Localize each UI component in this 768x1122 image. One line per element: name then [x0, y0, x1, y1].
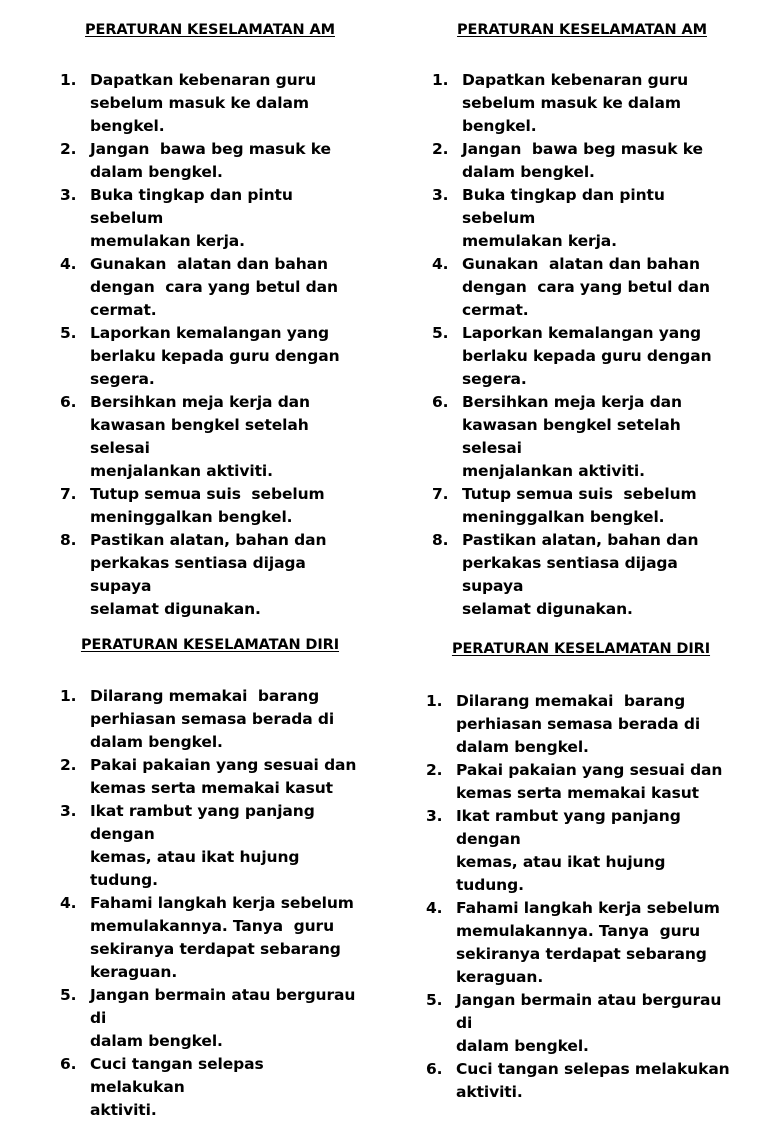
- item-number: 5.: [60, 324, 77, 342]
- list-item: [432, 322, 732, 391]
- item-text: Jangan bawa beg masuk ke dalam bengkel.: [90, 140, 331, 181]
- list-item: [60, 529, 360, 621]
- item-text: Jangan bermain atau bergurau di dalam bengkel.: [90, 986, 356, 1050]
- item-text: Jangan bawa beg masuk ke dalam bengkel.: [462, 140, 703, 181]
- panel-title: PERATURAN KESELAMATAN AM: [85, 22, 335, 38]
- item-number: 2.: [432, 140, 449, 158]
- item-text: Jangan bermain atau bergurau di dalam bengkel.: [456, 991, 722, 1055]
- list-item: [432, 69, 732, 138]
- item-number: 4.: [432, 255, 449, 273]
- list-item: [60, 754, 360, 800]
- list-item: [426, 805, 736, 897]
- item-number: 4.: [60, 894, 77, 912]
- item-number: 3.: [60, 802, 77, 820]
- item-number: 1.: [426, 692, 443, 710]
- list-item: [60, 892, 360, 984]
- list-item: [432, 483, 732, 529]
- item-text: Gunakan alatan dan bahan dengan cara yang betul dan cermat.: [90, 255, 338, 319]
- item-text: Buka tingkap dan pintu sebelum memulakan kerja.: [90, 186, 293, 250]
- item-number: 6.: [426, 1060, 443, 1078]
- item-text: Tutup semua suis sebelum meninggalkan bengkel.: [90, 485, 325, 526]
- panel-personal-safety-right: [426, 641, 736, 1104]
- list-item: [426, 897, 736, 989]
- item-text: Dapatkan kebenaran guru sebelum masuk ke dalam bengkel.: [90, 71, 317, 135]
- item-text: Dilarang memakai barang perhiasan semasa berada di dalam bengkel.: [90, 687, 335, 751]
- item-number: 2.: [426, 761, 443, 779]
- item-text: Ikat rambut yang panjang dengan kemas, atau ikat hujung tudung.: [456, 807, 681, 894]
- item-number: 1.: [60, 71, 77, 89]
- rules-list: [432, 69, 732, 621]
- list-item: [60, 391, 360, 483]
- item-text: Gunakan alatan dan bahan dengan cara yang betul dan cermat.: [462, 255, 710, 319]
- list-item: [426, 1058, 736, 1104]
- list-item: [60, 184, 360, 253]
- panel-general-safety-right: [432, 22, 732, 621]
- item-text: Pakai pakaian yang sesuai dan kemas serta memakai kasut: [90, 756, 357, 797]
- item-number: 7.: [432, 485, 449, 503]
- item-text: Bersihkan meja kerja dan kawasan bengkel setelah selesai menjalankan aktiviti.: [462, 393, 682, 480]
- item-number: 8.: [432, 531, 449, 549]
- item-number: 4.: [60, 255, 77, 273]
- item-text: Pastikan alatan, bahan dan perkakas sentiasa dijaga supaya selamat digunakan.: [462, 531, 699, 618]
- panel-title: PERATURAN KESELAMATAN DIRI: [80, 637, 340, 653]
- list-item: [426, 759, 736, 805]
- item-text: Bersihkan meja kerja dan kawasan bengkel setelah selesai menjalankan aktiviti.: [90, 393, 310, 480]
- item-number: 7.: [60, 485, 77, 503]
- list-item: [60, 322, 360, 391]
- rules-list: [60, 685, 360, 1122]
- item-number: 6.: [60, 1055, 77, 1073]
- item-text: Ikat rambut yang panjang dengan kemas, atau ikat hujung tudung.: [90, 802, 315, 889]
- item-number: 4.: [426, 899, 443, 917]
- panel-title: PERATURAN KESELAMATAN DIRI: [451, 641, 711, 657]
- rules-list: [426, 690, 736, 1104]
- item-number: 2.: [60, 756, 77, 774]
- item-number: 1.: [432, 71, 449, 89]
- item-text: Fahami langkah kerja sebelum memulakannya. Tanya guru sekiranya terdapat sebarang keraguan.: [90, 894, 354, 981]
- list-item: [432, 184, 732, 253]
- item-text: Dilarang memakai barang perhiasan semasa berada di dalam bengkel.: [456, 692, 701, 756]
- list-item: [60, 685, 360, 754]
- item-text: Fahami langkah kerja sebelum memulakannya. Tanya guru sekiranya terdapat sebarang keraguan.: [456, 899, 720, 986]
- item-number: 3.: [426, 807, 443, 825]
- list-item: [426, 690, 736, 759]
- item-number: 3.: [60, 186, 77, 204]
- item-text: Tutup semua suis sebelum meninggalkan bengkel.: [462, 485, 697, 526]
- item-number: 6.: [60, 393, 77, 411]
- list-item: [432, 138, 732, 184]
- list-item: [60, 800, 360, 892]
- item-number: 5.: [426, 991, 443, 1009]
- item-text: Laporkan kemalangan yang berlaku kepada guru dengan segera.: [462, 324, 712, 388]
- panel-personal-safety-left: [60, 637, 360, 1122]
- item-number: 1.: [60, 687, 77, 705]
- item-text: Buka tingkap dan pintu sebelum memulakan kerja.: [462, 186, 665, 250]
- item-text: Pakai pakaian yang sesuai dan kemas serta memakai kasut: [456, 761, 723, 802]
- item-text: Cuci tangan selepas melakukan aktiviti.: [456, 1060, 730, 1101]
- panel-general-safety-left: [60, 22, 360, 621]
- list-item: [432, 253, 732, 322]
- item-number: 8.: [60, 531, 77, 549]
- item-text: Pastikan alatan, bahan dan perkakas sentiasa dijaga supaya selamat digunakan.: [90, 531, 327, 618]
- item-number: 3.: [432, 186, 449, 204]
- item-text: Laporkan kemalangan yang berlaku kepada guru dengan segera.: [90, 324, 340, 388]
- rules-list: [60, 69, 360, 621]
- panel-title: PERATURAN KESELAMATAN AM: [457, 22, 707, 38]
- list-item: [60, 69, 360, 138]
- item-number: 6.: [432, 393, 449, 411]
- list-item: [432, 529, 732, 621]
- item-text: Dapatkan kebenaran guru sebelum masuk ke dalam bengkel.: [462, 71, 689, 135]
- item-text: Cuci tangan selepas melakukan aktiviti.: [90, 1055, 264, 1119]
- list-item: [60, 253, 360, 322]
- list-item: [60, 984, 360, 1053]
- list-item: [60, 1053, 360, 1122]
- item-number: 5.: [60, 986, 77, 1004]
- list-item: [60, 483, 360, 529]
- list-item: [60, 138, 360, 184]
- list-item: [432, 391, 732, 483]
- item-number: 2.: [60, 140, 77, 158]
- item-number: 5.: [432, 324, 449, 342]
